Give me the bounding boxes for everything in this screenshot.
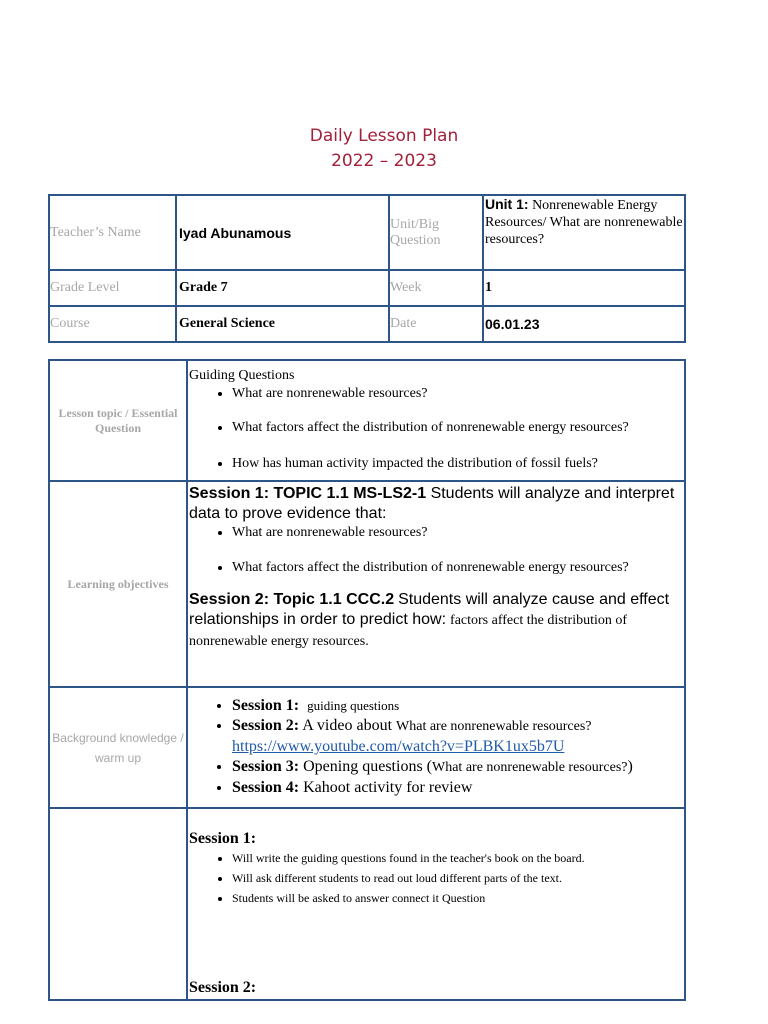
course-value: General Science	[176, 306, 389, 342]
warmup-text: Opening questions (	[303, 758, 432, 775]
unit-cell	[483, 195, 685, 270]
activity-session1: Session 1:	[189, 830, 257, 847]
activity-session2: Session 2:	[189, 979, 257, 996]
session-label: Session 4:	[232, 779, 300, 796]
unit-question: Nonrenewable Energy Resources/ What are nonrenewable resources?	[485, 198, 683, 247]
date-label: Date	[389, 306, 483, 342]
guiding-item: • What factors affect the distribution of nonrenewable energy resources?	[232, 419, 684, 436]
session1-code: Session 1: TOPIC 1.1 MS-LS2-1	[189, 485, 427, 502]
session2-text: Students will analyze cause and effect relationships in order to predict how:	[189, 591, 670, 628]
topic-label: Lesson topic / Essential Question	[49, 360, 187, 481]
course-label: Course	[49, 306, 176, 342]
grade-value: Grade 7	[176, 270, 389, 306]
objectives-label: Learning objectives	[49, 481, 187, 687]
warmup-text: )	[627, 758, 633, 775]
warmup-text: A video about	[302, 717, 393, 734]
week-value: 1	[483, 270, 685, 306]
session-label: Session 3:	[232, 758, 300, 775]
warmup-item	[232, 696, 684, 716]
session2-code: Session 2: Topic 1.1 CCC.2	[189, 591, 395, 608]
guiding-title: Guiding Questions	[189, 368, 295, 383]
week-label: Week	[389, 270, 483, 306]
document-title: Daily Lesson Plan	[309, 126, 459, 146]
document-year: 2022 – 2023	[331, 151, 437, 171]
guiding-item: • How has human activity impacted the distribution of fossil fuels?	[232, 455, 684, 472]
unit-label: Unit/Big Question	[389, 195, 483, 270]
background-list	[188, 696, 684, 798]
background-cell	[187, 687, 685, 808]
guiding-item: • What are nonrenewable resources?	[232, 385, 684, 402]
session1-objective	[188, 484, 684, 524]
warmup-text: What are nonrenewable resources?	[432, 760, 628, 775]
activity-list	[188, 848, 684, 908]
session-label: Session 2:	[232, 717, 300, 734]
activities-label-cell	[49, 808, 187, 1000]
teacher-value: Iyad Abunamous	[176, 195, 389, 270]
warmup-item	[232, 778, 684, 798]
grade-label: Grade Level	[49, 270, 176, 306]
objective-item: • What are nonrenewable resources?	[232, 524, 684, 541]
info-table	[48, 194, 686, 343]
session1-objective-list	[188, 524, 684, 576]
video-link[interactable]: https://www.youtube.com/watch?v=PLBK1ux5b7U	[232, 738, 565, 755]
session2-detail: factors affect the distribution of nonrenewable energy resources.	[189, 613, 628, 649]
guiding-list	[188, 385, 684, 472]
activity-item: • Will write the guiding questions found in the teacher's book on the board.	[232, 848, 684, 868]
topic-cell	[187, 360, 685, 481]
unit-number: Unit 1:	[485, 196, 529, 212]
warmup-text: Kahoot activity for review	[303, 779, 473, 796]
session2-objective	[188, 590, 684, 652]
warmup-text: guiding questions	[307, 698, 400, 713]
session-label: Session 1:	[232, 697, 300, 714]
warmup-item	[232, 757, 684, 778]
teacher-label: Teacher’s Name	[49, 195, 176, 270]
date-value: 06.01.23	[483, 306, 685, 342]
session1-text: Students will analyze and interpret data to prove evidence that:	[189, 485, 675, 522]
warmup-text: What are nonrenewable resources?	[396, 719, 592, 734]
activity-item: • Will ask different students to read out loud different parts of the text.	[232, 868, 684, 888]
lesson-table	[48, 359, 686, 1001]
activities-cell	[187, 808, 685, 1000]
objective-item: • What factors affect the distribution of nonrenewable energy resources?	[232, 559, 684, 576]
objectives-cell	[187, 481, 685, 687]
background-label: Background knowledge / warm up	[49, 687, 187, 808]
activity-item: • Students will be asked to answer connect it Question	[232, 888, 684, 908]
warmup-item	[232, 716, 684, 757]
